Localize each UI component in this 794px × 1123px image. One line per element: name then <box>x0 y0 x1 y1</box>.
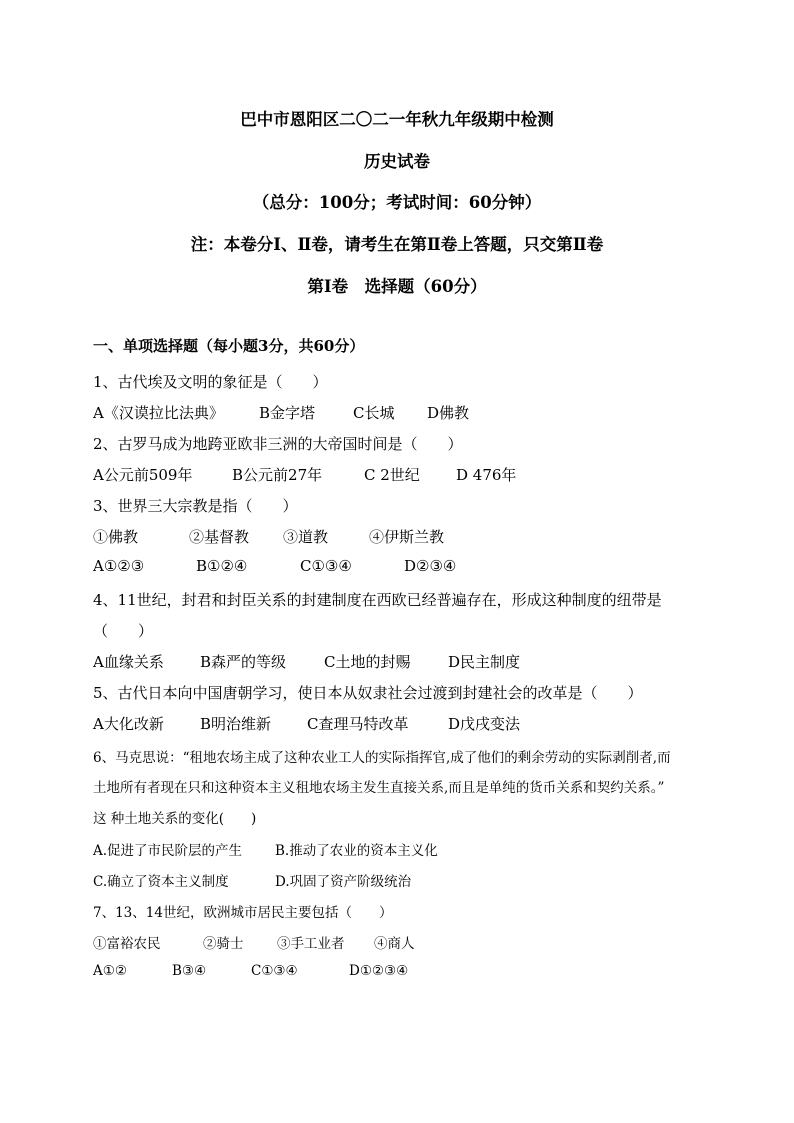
option-b: B③④ <box>172 963 207 979</box>
question-stem: 6、马克思说：“租地农场主成了这种农业工人的实际指挥官,成了他们的剩余劳动的实际剥削者,而 <box>93 750 671 766</box>
part-title: 第Ⅰ卷 选择题（60分） <box>307 277 487 296</box>
option-b: B公元前27年 <box>232 466 323 484</box>
subject-title: 历史试卷 <box>364 152 430 171</box>
option-c: C查理马特改革 <box>307 715 409 733</box>
option-a: A公元前509年 <box>93 466 193 484</box>
option-a: A①② <box>93 963 127 979</box>
option-b: B明治维新 <box>200 715 272 733</box>
question-stem: 2、古罗马成为地跨亚欧非三洲的大帝国时间是（ ） <box>93 435 463 453</box>
item-2: ②骑士 <box>203 936 244 952</box>
option-c: C.确立了资本主义制度 <box>93 874 229 890</box>
option-d: D戊戌变法 <box>448 715 521 733</box>
option-a: A大化改新 <box>93 715 164 733</box>
item-3: ③道教 <box>283 528 329 546</box>
question-stem: 4、11世纪，封君和封臣关系的封建制度在西欧已经普遍存在，形成这种制度的纽带是 <box>93 591 662 609</box>
option-d: D 476年 <box>456 466 517 484</box>
option-d: D①②③④ <box>349 963 409 979</box>
question-options <box>93 963 408 979</box>
option-b: B金字塔 <box>259 404 316 422</box>
question-items <box>93 526 444 547</box>
option-a: A.促进了市民阶层的产生 <box>93 843 243 859</box>
question-options <box>93 839 438 859</box>
exam-title: 巴中市恩阳区二〇二一年秋九年级期中检测 <box>240 110 554 129</box>
option-a: A血缘关系 <box>93 653 164 671</box>
question-stem: 3、世界三大宗教是指（ ） <box>93 497 298 515</box>
item-2: ②基督教 <box>189 528 250 546</box>
item-3: ③手工业者 <box>277 936 345 952</box>
question-stem: 5、古代日本向中国唐朝学习，使日本从奴隶社会过渡到封建社会的改革是（ ） <box>93 684 643 702</box>
exam-note: 注：本卷分Ⅰ、Ⅱ卷，请考生在第Ⅱ卷上答题，只交第Ⅱ卷 <box>190 235 604 254</box>
question-options <box>93 870 411 890</box>
item-1: ①佛教 <box>93 528 139 546</box>
option-d: D佛教 <box>427 404 470 422</box>
option-c: C长城 <box>353 404 395 422</box>
score-time: （总分：100分；考试时间：60分钟） <box>252 193 542 212</box>
question-stem-continued: 土地所有者现在只和这种资本主义租地农场主发生直接关系,而且是单纯的货币关系和契约关系。” <box>93 780 665 796</box>
option-c: C土地的封赐 <box>324 653 411 671</box>
option-c: C①③④ <box>251 963 298 979</box>
option-b: B①②④ <box>196 557 248 575</box>
question-options <box>93 464 516 485</box>
option-d: D.巩固了资产阶级统治 <box>275 874 412 890</box>
option-b: B森严的等级 <box>200 653 287 671</box>
question-items <box>93 932 415 952</box>
option-b: B.推动了农业的资本主义化 <box>275 843 438 859</box>
item-4: ④伊斯兰教 <box>369 528 445 546</box>
option-c: C①③④ <box>300 557 352 575</box>
question-stem-continued: 这 种土地关系的变化( ) <box>93 811 257 827</box>
question-stem-continued: （ ） <box>93 622 154 640</box>
option-a: A①②③ <box>93 557 145 575</box>
question-options <box>93 557 456 575</box>
option-c: C 2世纪 <box>364 466 420 484</box>
question-options <box>93 402 469 423</box>
item-1: ①富裕农民 <box>93 936 161 952</box>
question-options <box>93 651 520 672</box>
option-d: D②③④ <box>404 557 457 575</box>
option-d: D民主制度 <box>448 653 521 671</box>
question-stem: 7、13、14世纪，欧洲城市居民主要包括（ ） <box>93 905 393 921</box>
item-4: ④商人 <box>374 936 415 952</box>
section-heading: 一、单项选择题（每小题3分，共60分） <box>93 337 365 355</box>
question-options <box>93 713 520 734</box>
option-a: A《汉谟拉比法典》 <box>93 404 224 422</box>
question-stem: 1、古代埃及文明的象征是（ ） <box>93 373 328 391</box>
